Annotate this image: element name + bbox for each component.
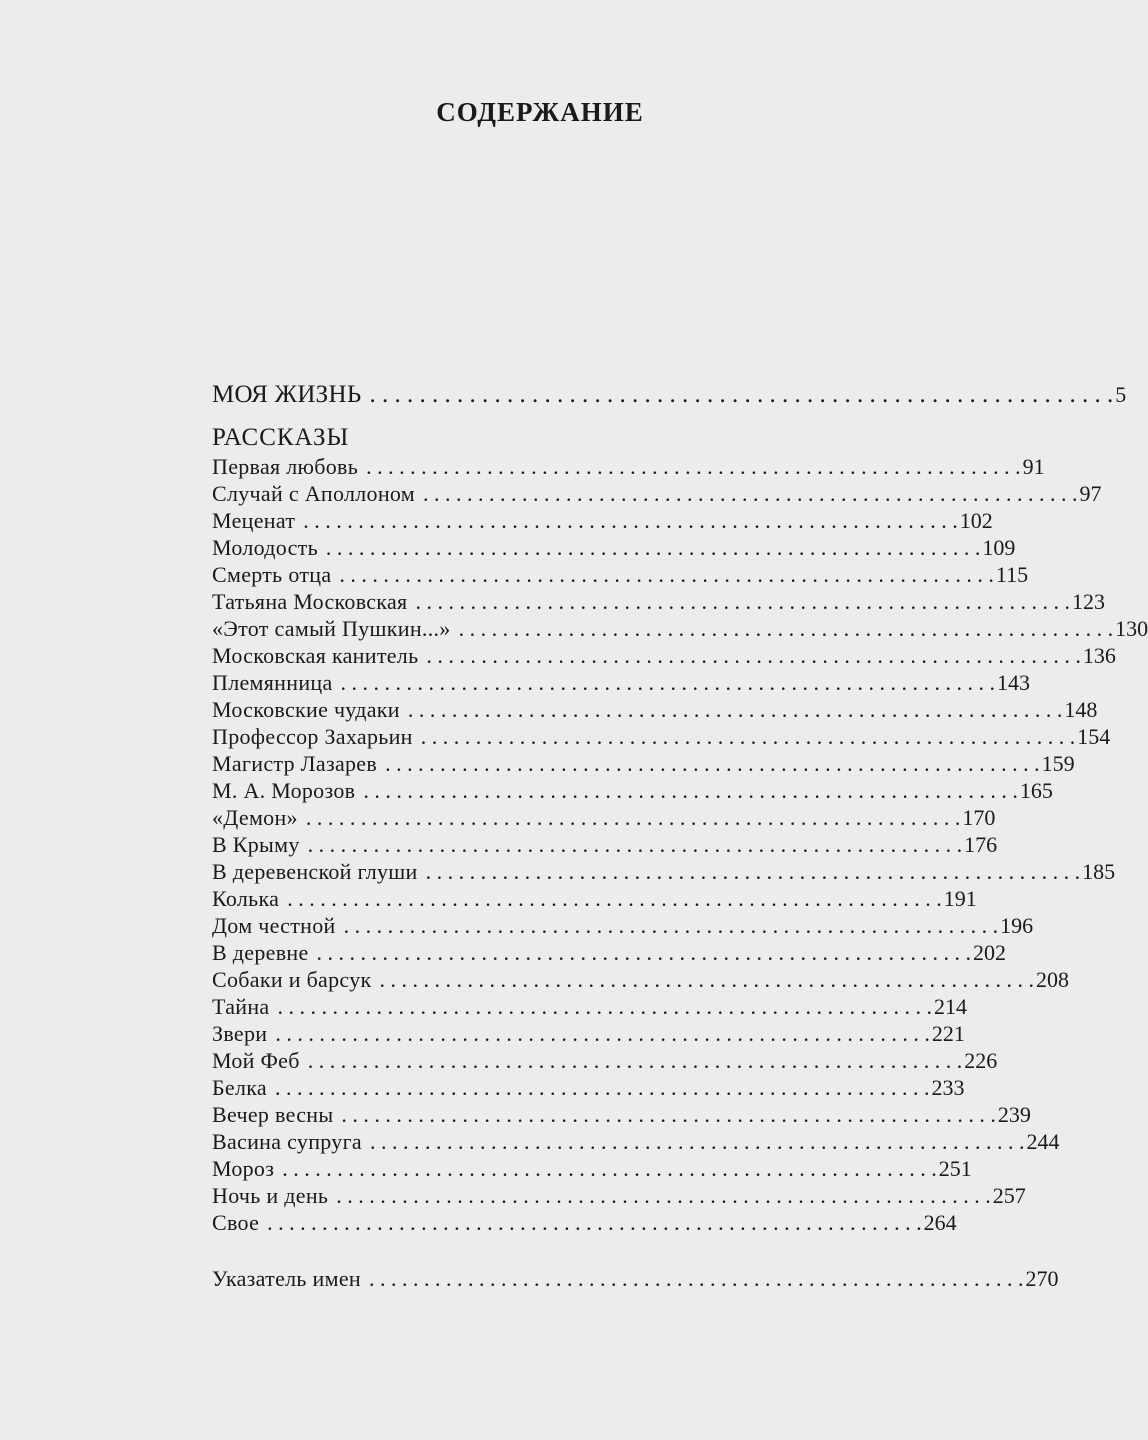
toc-entry[interactable] bbox=[212, 939, 1007, 966]
toc-entry-page: 270 bbox=[1025, 1266, 1059, 1291]
dot-leader: . . . . . . . . . . . . . . . . . . . . . . . . . . . . . . . . . . . . . . . . . . . . . . . . . . . . . . . . . . . . bbox=[305, 805, 961, 830]
toc-entry[interactable] bbox=[212, 480, 1102, 507]
toc-entry-page: 244 bbox=[1026, 1129, 1060, 1154]
toc-entry[interactable] bbox=[212, 1128, 1060, 1155]
dot-leader: . . . . . . . . . . . . . . . . . . . . . . . . . . . . . . . . . . . . . . . . . . . . . . . . . . . . . . . . . . . . bbox=[339, 562, 994, 587]
toc-entry-page: 102 bbox=[959, 508, 993, 533]
toc-entry-label: Свое bbox=[212, 1210, 260, 1235]
toc-entry[interactable] bbox=[212, 777, 1053, 804]
toc-entry-label: «Этот самый Пушкин...» bbox=[212, 616, 451, 641]
toc-entry-page: 239 bbox=[997, 1102, 1031, 1127]
toc-entry[interactable] bbox=[212, 669, 1031, 696]
dot-leader: . . . . . . . . . . . . . . . . . . . . . . . . . . . . . . . . . . . . . . . . . . . . . . . . . . . . . . . . . . . . bbox=[287, 886, 942, 911]
toc-entry-label: Указатель имен bbox=[212, 1266, 361, 1291]
toc-entry[interactable] bbox=[212, 588, 1105, 615]
toc-entry-page: 130 bbox=[1115, 616, 1148, 641]
dot-leader: . . . . . . . . . . . . . . . . . . . . . . . . . . . . . . . . . . . . . . . . . . . . . . . . . . . . . . . . . . . . bbox=[368, 1266, 1024, 1291]
section-heading: РАССКАЗЫ bbox=[212, 424, 350, 451]
dot-leader: . . . . . . . . . . . . . . . . . . . . . . . . . . . . . . . . . . . . . . . . . . . . . . . . . . . . . . . . . . . . bbox=[307, 1048, 963, 1073]
dot-leader: . . . . . . . . . . . . . . . . . . . . . . . . . . . . . . . . . . . . . . . . . . . . . . . . . . . . . . . . . . . . bbox=[363, 778, 1018, 803]
dot-leader: . . . . . . . . . . . . . . . . . . . . . . . . . . . . . . . . . . . . . . . . . . . . . . . . . . . . . . . . . . . . bbox=[303, 508, 958, 533]
toc-entry[interactable] bbox=[212, 507, 993, 534]
toc-entry-label: Звери bbox=[212, 1021, 268, 1046]
toc-entry-label: Колька bbox=[212, 886, 280, 911]
toc-entry-label: Тайна bbox=[212, 994, 270, 1019]
toc-entry-label: Случай с Аполлоном bbox=[212, 481, 416, 506]
toc-entry-label: «Демон» bbox=[212, 805, 298, 830]
toc-entry[interactable] bbox=[212, 1047, 998, 1074]
dot-leader: . . . . . . . . . . . . . . . . . . . . . . . . . . . . . . . . . . . . . . . . . . . . . . . . . . . . . . . . . . . . bbox=[267, 1210, 922, 1235]
dot-leader: . . . . . . . . . . . . . . . . . . . . . . . . . . . . . . . . . . . . . . . . . . . . . . . . . . . . . . . . . . . . bbox=[282, 1156, 937, 1181]
dot-leader: . . . . . . . . . . . . . . . . . . . . . . . . . . . . . . . . . . . . . . . . . . . . . . . . . . . . . . . . . . . . bbox=[369, 1129, 1025, 1154]
toc-entry[interactable] bbox=[212, 1020, 965, 1047]
dot-leader: . . . . . . . . . . . . . . . . . . . . . . . . . . . . . . . . . . . . . . . . . . . . . . . . . . . . . . . . . . . . bbox=[407, 697, 1063, 722]
toc-entry[interactable] bbox=[212, 1182, 1026, 1209]
toc-entry[interactable] bbox=[212, 831, 998, 858]
toc-entry-page: 165 bbox=[1019, 778, 1053, 803]
toc-entry[interactable] bbox=[212, 885, 977, 912]
toc-entry[interactable] bbox=[212, 1101, 1031, 1128]
toc-entry[interactable] bbox=[212, 642, 1116, 669]
toc-main-entry-block bbox=[212, 380, 1128, 410]
toc-entry[interactable] bbox=[212, 723, 1111, 750]
toc-entry-label: Мороз bbox=[212, 1156, 275, 1181]
toc-entry-page: 251 bbox=[938, 1156, 972, 1181]
toc-entry-page: 176 bbox=[964, 832, 998, 857]
toc-entry[interactable] bbox=[212, 804, 996, 831]
dot-leader: . . . . . . . . . . . . . . . . . . . . . . . . . . . . . . . . . . . . . . . . . . . . . . . . . . . . . . . . . . . . bbox=[340, 670, 996, 695]
toc-entry[interactable] bbox=[212, 1155, 972, 1182]
toc-entry-page: 202 bbox=[973, 940, 1007, 965]
toc-entry[interactable] bbox=[212, 561, 1029, 588]
toc-entry[interactable] bbox=[212, 696, 1098, 723]
page-title: СОДЕРЖАНИЕ bbox=[436, 97, 644, 127]
toc-entry-label: Дом честной bbox=[212, 913, 336, 938]
dot-leader: . . . . . . . . . . . . . . . . . . . . . . . . . . . . . . . . . . . . . . . . . . . . . . . . . . . . . . . . . . . . bbox=[275, 1075, 930, 1100]
toc-entry-label: В Крыму bbox=[212, 832, 300, 857]
toc-entry[interactable] bbox=[212, 912, 1034, 939]
toc-entry-label: Васина супруга bbox=[212, 1129, 362, 1154]
toc-entry-list bbox=[212, 453, 1148, 1236]
dot-leader: . . . . . . . . . . . . . . . . . . . . . . . . . . . . . . . . . . . . . . . . . . . . . . . . . . . . . . . . . . . . bbox=[366, 454, 1021, 479]
dot-leader: . . . . . . . . . . . . . . . . . . . . . . . . . . . . . . . . . . . . . . . . . . . . . . . . . . . . . . . . . . . . bbox=[307, 832, 963, 857]
toc-entry-label: В деревенской глуши bbox=[212, 859, 418, 884]
dot-leader: . . . . . . . . . . . . . . . . . . . . . . . . . . . . . . . . . . . . . . . . . . . . . . . . . . . . . . . . . . . . bbox=[275, 1021, 930, 1046]
dot-leader: . . . . . . . . . . . . . . . . . . . . . . . . . . . . . . . . . . . . . . . . . . . . . . . . . . . . . . . . . . . . bbox=[426, 643, 1081, 668]
toc-entry[interactable] bbox=[212, 858, 1116, 885]
toc-entry-page: 5 bbox=[1115, 382, 1128, 407]
toc-entry-page: 97 bbox=[1079, 481, 1102, 506]
toc-entry-label: Московские чудаки bbox=[212, 697, 400, 722]
dot-leader: . . . . . . . . . . . . . . . . . . . . . . . . . . . . . . . . . . . . . . . . . . . . . . . . . . . . . . . . . . . . bbox=[415, 589, 1070, 614]
toc-entry-label: Московская канитель bbox=[212, 643, 419, 668]
dot-leader: . . . . . . . . . . . . . . . . . . . . . . . . . . . . . . . . . . . . . . . . . . . . . . . . . . . . . . . . . . . . bbox=[316, 940, 972, 965]
toc-entry-page: 257 bbox=[992, 1183, 1026, 1208]
dot-leader: . . . . . . . . . . . . . . . . . . . . . . . . . . . . . . . . . . . . . . . . . . . . . . . . . . . . . . . . . . . . bbox=[341, 1102, 996, 1127]
toc-entry[interactable] bbox=[212, 615, 1148, 642]
toc-entry-label: Племянница bbox=[212, 670, 333, 695]
toc-index-entry-block bbox=[212, 1265, 1059, 1292]
dot-leader: . . . . . . . . . . . . . . . . . . . . . . . . . . . . . . . . . . . . . . . . . . . . . . . . . . . . . . . . . . . . bbox=[277, 994, 932, 1019]
toc-entry-label: Ночь и день bbox=[212, 1183, 329, 1208]
toc-entry-page: 109 bbox=[982, 535, 1016, 560]
toc-entry-label: Молодость bbox=[212, 535, 318, 560]
toc-entry-label: Мой Феб bbox=[212, 1048, 300, 1073]
toc-entry-page: 208 bbox=[1036, 967, 1069, 992]
toc-entry-label: Собаки и барсук bbox=[212, 967, 372, 992]
toc-entry-page: 233 bbox=[931, 1075, 965, 1100]
toc-entry-page: 185 bbox=[1082, 859, 1116, 884]
toc-entry-page: 214 bbox=[933, 994, 967, 1019]
toc-entry-page: 154 bbox=[1077, 724, 1111, 749]
toc-entry-main[interactable] bbox=[212, 380, 1128, 410]
dot-leader: . . . . . . . . . . . . . . . . . . . . . . . . . . . . . . . . . . . . . . . . . . . . . . . . . . . . . . . . . . . . bbox=[336, 1183, 991, 1208]
toc-entry[interactable] bbox=[212, 750, 1075, 777]
toc-entry-page: 226 bbox=[964, 1048, 998, 1073]
toc-entry[interactable] bbox=[212, 993, 967, 1020]
toc-entry-label: Магистр Лазарев bbox=[212, 751, 378, 776]
dot-leader: . . . . . . . . . . . . . . . . . . . . . . . . . . . . . . . . . . . . . . . . . . . . . . . . . . . . . . . . . . . . bbox=[385, 751, 1040, 776]
toc-entry[interactable] bbox=[212, 966, 1069, 993]
toc-section bbox=[212, 423, 1148, 1236]
toc-entry-label: Смерть отца bbox=[212, 562, 332, 587]
toc-entry-page: 148 bbox=[1064, 697, 1098, 722]
toc-entry-label: Вечер весны bbox=[212, 1102, 334, 1127]
dot-leader: . . . . . . . . . . . . . . . . . . . . . . . . . . . . . . . . . . . . . . . . . . . . . . . . . . . . . . . . . . . . bbox=[425, 859, 1081, 884]
toc-entry[interactable] bbox=[212, 453, 1045, 480]
dot-leader: . . . . . . . . . . . . . . . . . . . . . . . . . . . . . . . . . . . . . . . . . . . . . . . . . . . . . . . . . . . . bbox=[420, 724, 1076, 749]
toc-entry-page: 170 bbox=[962, 805, 996, 830]
toc-entry-page: 136 bbox=[1082, 643, 1116, 668]
toc-entry-label: Первая любовь bbox=[212, 454, 359, 479]
toc-entry-label: М. А. Морозов bbox=[212, 778, 356, 803]
toc-entry-page: 264 bbox=[923, 1210, 957, 1235]
dot-leader: . . . . . . . . . . . . . . . . . . . . . . . . . . . . . . . . . . . . . . . . . . . . . . . . . . . . . . . . . . . . bbox=[369, 381, 1114, 408]
toc-entry[interactable] bbox=[212, 1074, 965, 1101]
toc-entry-page: 115 bbox=[995, 562, 1029, 587]
toc-entry-label: Татьяна Московская bbox=[212, 589, 408, 614]
toc-entry[interactable] bbox=[212, 534, 1016, 561]
toc-entry[interactable] bbox=[212, 1209, 957, 1236]
toc-entry-page: 159 bbox=[1041, 751, 1075, 776]
toc-entry-page: 123 bbox=[1071, 589, 1105, 614]
toc-entry-page: 91 bbox=[1022, 454, 1045, 479]
toc-entry-page: 143 bbox=[997, 670, 1031, 695]
toc-entry-label: В деревне bbox=[212, 940, 309, 965]
toc-entry-label: МОЯ ЖИЗНЬ bbox=[212, 381, 362, 408]
toc-entry-page: 196 bbox=[1000, 913, 1034, 938]
dot-leader: . . . . . . . . . . . . . . . . . . . . . . . . . . . . . . . . . . . . . . . . . . . . . . . . . . . . . . . . . . . . bbox=[343, 913, 999, 938]
dot-leader: . . . . . . . . . . . . . . . . . . . . . . . . . . . . . . . . . . . . . . . . . . . . . . . . . . . . . . . . . . . . bbox=[379, 967, 1034, 992]
toc-entry-page: 221 bbox=[931, 1021, 965, 1046]
dot-leader: . . . . . . . . . . . . . . . . . . . . . . . . . . . . . . . . . . . . . . . . . . . . . . . . . . . . . . . . . . . . bbox=[423, 481, 1078, 506]
dot-leader: . . . . . . . . . . . . . . . . . . . . . . . . . . . . . . . . . . . . . . . . . . . . . . . . . . . . . . . . . . . . bbox=[458, 616, 1114, 641]
toc-entry-index[interactable] bbox=[212, 1265, 1059, 1292]
dot-leader: . . . . . . . . . . . . . . . . . . . . . . . . . . . . . . . . . . . . . . . . . . . . . . . . . . . . . . . . . . . . bbox=[325, 535, 981, 560]
toc-entry-label: Профессор Захарьин bbox=[212, 724, 413, 749]
toc-entry-label: Белка bbox=[212, 1075, 267, 1100]
toc-entry-page: 191 bbox=[943, 886, 977, 911]
toc-entry-label: Меценат bbox=[212, 508, 296, 533]
